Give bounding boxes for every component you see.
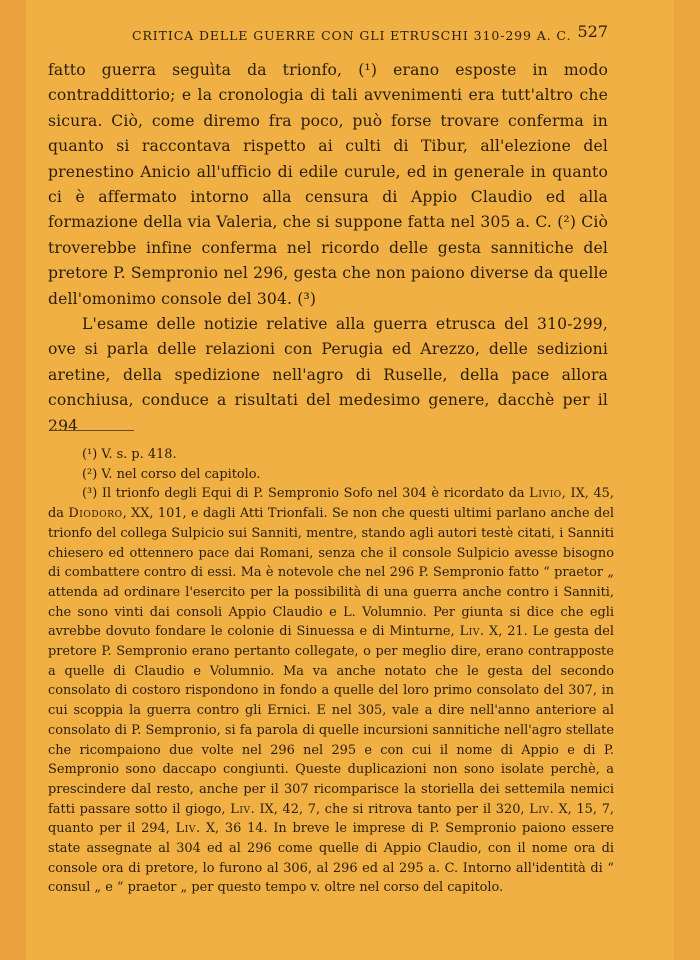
author-liv-ref-2: Liv (230, 801, 251, 817)
footnote-3-part-g: . X, 36 14. In breve le imprese di P. Sempronio paiono essere state assegnate al 304 ed al 296 come quelle di Appio Claudio, con il nome ora di console ora di pretore, lo furono al 306, al 296 ed al 295 a. C. Intorno all'identità di “ consul „ e “ praetor „ per questo tempo v. oltre nel corso del capitolo. (48, 821, 614, 896)
running-title: CRITICA DELLE GUERRE CON GLI ETRUSCHI 310-299 A. C. (132, 28, 572, 43)
footnote-3-part-a: Il trionfo degli Equi di P. Sempronio Sofo nel 304 è ricordato da (97, 486, 530, 502)
footnote-3-part-b: , IX, 45, da (48, 486, 614, 522)
footnote-ref-3: (³) (297, 289, 317, 308)
footnote-ref-1: (¹) (358, 61, 378, 79)
footnote-3 (48, 484, 614, 898)
footnote-3-mark: (³) (82, 486, 98, 502)
main-text (48, 58, 608, 439)
footnote-1-text: V. s. p. 418. (97, 447, 177, 462)
page-number: 527 (577, 22, 608, 41)
paragraph-2: L'esame delle notizie relative alla guerra etrusca del 310-299, ove si parla delle relazioni con Perugia ed Arezzo, delle sedizioni aretine, della spedizione nell'agro di Ruselle, della pace allora conchiusa, conduce a risultati del medesimo genere, dacchè per il 294 (48, 315, 608, 435)
scan-margin-right (674, 0, 700, 960)
footnote-3-part-f: . X, 15, 7, quanto per il 294, (48, 801, 614, 837)
footnotes (48, 445, 614, 898)
author-livio: Livio (529, 486, 562, 502)
footnote-2 (48, 465, 614, 485)
footnote-separator (50, 430, 134, 431)
footnote-3-part-c: , XX, 101, e dagli Atti Trionfali. Se non che questi ultimi parlano anche del trionfo del collega Sulpicio sui Sanniti, mentre, stando agli autori testè citati, i Sanniti chiesero ed ottennero pace dai Romani, senza che il console Sulpicio avesse bisogno di combattere contro di essi. Ma è notevole che nel 296 P. Sempronio fatto “ praetor „ attenda ad ordinare l'esercito per la possibilità di una guerra anche contro i Sanniti, che sono vinti dai consoli Appio Claudio e L. Volumnio. Per giunta si dice che egli avrebbe dovuto fondare le colonie di Sinuessa e di Minturne, (48, 506, 614, 640)
author-liv-ref-4: Liv (175, 821, 196, 837)
running-header (48, 22, 608, 48)
paragraph-1-part-a: fatto guerra seguìta da trionfo, (48, 61, 359, 79)
author-liv-ref-1: Liv (459, 624, 480, 640)
paragraph-1-part-c: Ciò troverebbe infine conferma nel ricordo delle gesta sannitiche del pretore P. Sempronio nel 296, gesta che non paiono diverse da quelle dell'omonimo console del 304. (48, 213, 608, 308)
footnote-2-mark: (²) (82, 466, 98, 482)
scan-margin-left (0, 0, 26, 960)
footnote-ref-2: (²) (557, 213, 577, 232)
footnote-3-part-d: . X, 21. Le gesta del pretore P. Sempronio erano pertanto collegate, o per meglio dire, erano contrapposte a quelle di Claudio e Volumnio. Ma va anche notato che le gesta del secondo consolato di costoro rispondono in fondo a quelle del loro primo consolato del 307, in cui scoppia la guerra contro gli Ernici. E nel 305, vale a dire nell'anno anteriore al consolato di P. Sempronio, si fa parola di quelle incursioni sannitiche nell'agro stellate che ricompaiono due volte nel 296 nel 295 e con cui il nome di Appio e di P. Sempronio sono daccapo congiunti. Queste duplicazioni non sono isolate perchè, a prescindere dal resto, anche per il 307 ricomparisce la storiella dei settemila nemici fatti passare sotto il giogo, (48, 624, 614, 817)
author-diodoro: Diodoro (68, 506, 123, 522)
paragraph-1 (48, 58, 608, 312)
footnote-1 (48, 445, 614, 465)
footnote-2-text: V. nel corso del capitolo. (97, 466, 261, 482)
footnote-1-mark: (¹) (82, 447, 98, 462)
footnote-3-part-e: . IX, 42, 7, che si ritrova tanto per il 320, (250, 801, 530, 817)
paragraph-1-part-b: erano esposte in modo contraddittorio; e la cronologia di tali avvenimenti era tutt'altro che sicura. Ciò, come diremo fra poco, può forse trovare conferma in quanto si raccontava rispetto ai culti di Tibur, all'elezione del prenestino Anicio all'ufficio di edile curule, ed in generale in quanto ci è affermato intorno alla censura di Appio Claudio ed alla formazione della via Valeria, che si suppone fatta nel 305 a. C. (48, 61, 608, 232)
author-liv-ref-3: Liv (529, 801, 550, 817)
